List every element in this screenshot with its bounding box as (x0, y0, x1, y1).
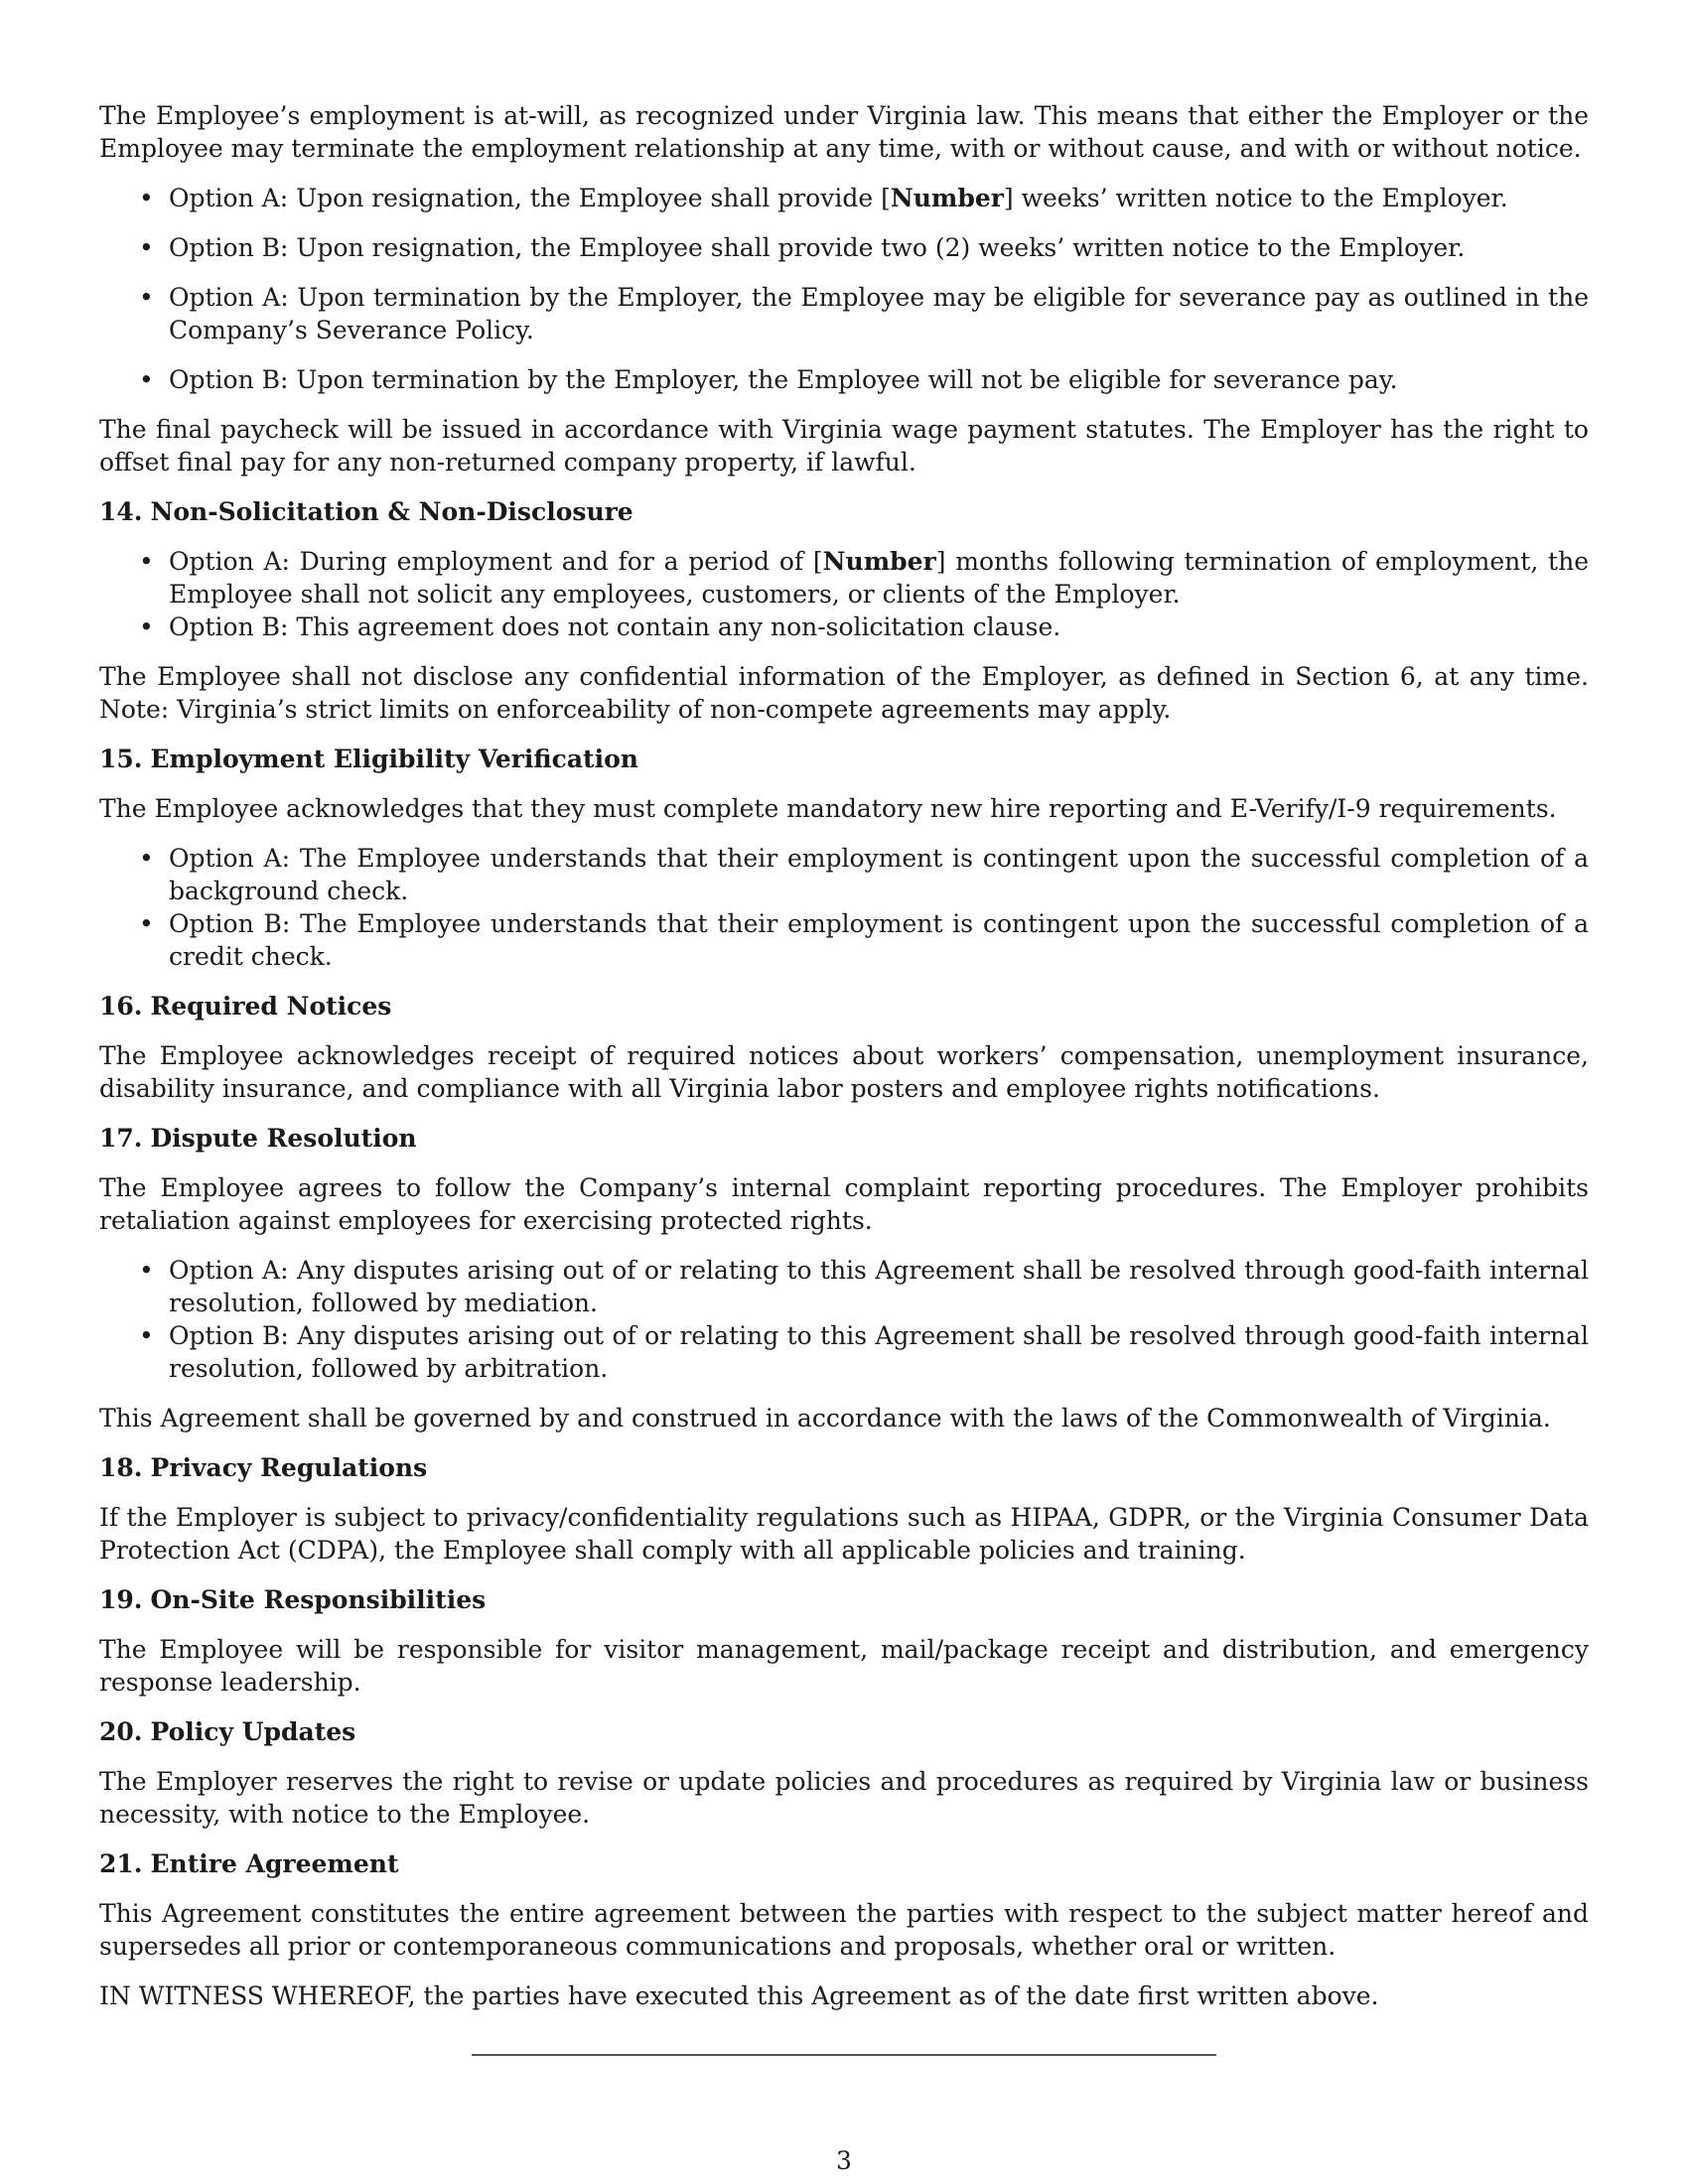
document-body (99, 99, 1589, 2029)
final-paycheck-paragraph: The final paycheck will be issued in accordance with Virginia wage payment statutes. The Employer has the right to offset final pay for any non-returned company property, if lawful. (99, 415, 1589, 477)
section-heading-15: 15. Employment Eligibility Verification (99, 745, 638, 773)
list-item: • Option B: Upon resignation, the Employee shall provide two (2) weeks’ written notice to the Employer. (99, 231, 1589, 264)
list-item: • Option A: Any disputes arising out of or relating to this Agreement shall be resolved through good-faith internal resolution, followed by mediation. (99, 1254, 1589, 1319)
section-heading-18: 18. Privacy Regulations (99, 1453, 428, 1482)
list-item: • Option B: Any disputes arising out of or relating to this Agreement shall be resolved through good-faith internal resolution, followed by arbitration. (99, 1319, 1589, 1385)
at-will-paragraph: The Employee’s employment is at-will, as recognized under Virginia law. This means that either the Employer or the Employee may terminate the employment relationship at any time, with or without cause, and with or without notice. (99, 101, 1589, 163)
list-item: • Option B: The Employee understands that their employment is contingent upon the successful completion of a credit check. (99, 907, 1589, 973)
list-item: • Option A: Upon termination by the Employer, the Employee may be eligible for severance pay as outlined in the Company’s Severance Policy. (99, 281, 1589, 346)
section-heading-19: 19. On-Site Responsibilities (99, 1585, 487, 1614)
section-heading-20: 20. Policy Updates (99, 1717, 356, 1746)
section-heading-17: 17. Dispute Resolution (99, 1124, 417, 1153)
section-14-paragraph: The Employee shall not disclose any confidential information of the Employer, as defined in Section 6, at any time. Note: Virginia’s strict limits on enforceability of non-compete agreements may apply. (99, 662, 1589, 724)
section-15-paragraph: The Employee acknowledges that they must complete mandatory new hire reporting and E-Verify/I-9 requirements. (99, 794, 1557, 823)
dispute-options-list (99, 1254, 1589, 1385)
non-solicitation-options-list (99, 545, 1589, 643)
section-18-paragraph: If the Employer is subject to privacy/confidentiality regulations such as HIPAA, GDPR, or the Virginia Consumer Data Protection Act (CDPA), the Employee shall comply with all applicable policies and training. (99, 1503, 1589, 1565)
section-16-paragraph: The Employee acknowledges receipt of required notices about workers’ compensation, unemployment insurance, disability insurance, and compliance with all Virginia labor posters and employee rights notifications. (99, 1041, 1589, 1103)
list-item: • Option A: The Employee understands that their employment is contingent upon the successful completion of a background check. (99, 842, 1589, 907)
section-19-paragraph: The Employee will be responsible for visitor management, mail/package receipt and distribution, and emergency response leadership. (99, 1635, 1589, 1697)
section-17-paragraph: The Employee agrees to follow the Company’s internal complaint reporting procedures. The Employer prohibits retaliation against employees for exercising protected rights. (99, 1173, 1589, 1235)
section-20-paragraph: The Employer reserves the right to revise or update policies and procedures as required by Virginia law or business necessity, with notice to the Employee. (99, 1767, 1589, 1829)
list-item: • Option A: Upon resignation, the Employee shall provide [Number] weeks’ written notice to the Employer. (99, 182, 1589, 214)
signature-line (472, 2054, 1216, 2056)
section-heading-16: 16. Required Notices (99, 992, 392, 1021)
witness-paragraph: IN WITNESS WHEREOF, the parties have executed this Agreement as of the date first written above. (99, 1981, 1379, 2010)
eligibility-options-list (99, 842, 1589, 973)
placeholder-number: Number (890, 184, 1004, 212)
placeholder-number: Number (822, 547, 936, 576)
page-number: 3 (836, 2146, 852, 2175)
section-21-paragraph: This Agreement constitutes the entire agreement between the parties with respect to the subject matter hereof and supersedes all prior or contemporaneous communications and proposals, whether oral or written. (99, 1899, 1589, 1961)
governing-law-paragraph: This Agreement shall be governed by and construed in accordance with the laws of the Commonwealth of Virginia. (99, 1404, 1551, 1433)
termination-options-list (99, 182, 1589, 396)
list-item: • Option B: This agreement does not contain any non-solicitation clause. (99, 611, 1589, 643)
list-item: • Option B: Upon termination by the Employer, the Employee will not be eligible for severance pay. (99, 363, 1589, 396)
list-item: • Option A: During employment and for a period of [Number] months following termination of employment, the Employee shall not solicit any employees, customers, or clients of the Employer. (99, 545, 1589, 611)
section-heading-21: 21. Entire Agreement (99, 1849, 399, 1878)
section-heading-14: 14. Non-Solicitation & Non-Disclosure (99, 497, 633, 526)
